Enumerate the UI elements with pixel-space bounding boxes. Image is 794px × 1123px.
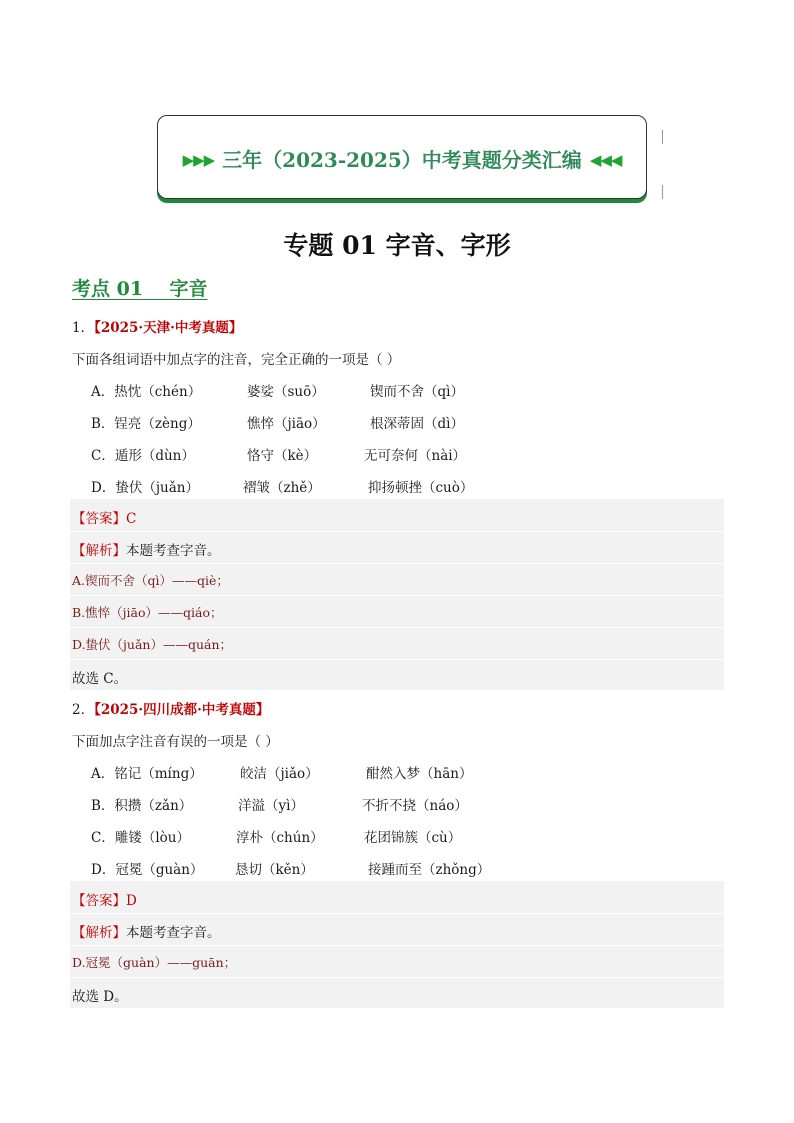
option-a-2: 皎洁（jiǎo）	[240, 766, 319, 782]
analysis-tag: 【解析】	[72, 543, 126, 559]
option-c-2: 淳朴（chún）	[236, 830, 324, 846]
answer-tag: 【答案】	[72, 511, 126, 527]
margin-tick	[662, 130, 663, 144]
series-banner	[157, 115, 647, 199]
option-a-1: A．铭记（míng）	[91, 766, 203, 782]
divider	[70, 563, 724, 564]
question-2-stem: 下面加点字注音有误的一项是（ ）	[72, 734, 279, 750]
analysis-text: 本题考查字音。	[126, 925, 221, 941]
analysis-tag: 【解析】	[72, 925, 126, 941]
option-c-1: C．雕镂（lòu）	[91, 830, 190, 846]
option-a-1: A．热忱（chén）	[91, 384, 202, 400]
option-d-2: 恳切（kěn）	[235, 862, 314, 878]
page-title: 专题 01 字音、字形	[283, 231, 511, 260]
divider	[70, 913, 724, 914]
divider	[70, 945, 724, 946]
analysis-conclusion: 故选 C。	[72, 671, 128, 687]
answer-value: D	[126, 893, 137, 909]
answer-row	[72, 889, 137, 909]
margin-tick	[662, 185, 663, 199]
divider	[70, 531, 724, 532]
analysis-note: B.憔悴（jiāo）——qiáo；	[72, 605, 223, 620]
answer-row	[72, 507, 136, 527]
divider	[70, 659, 724, 660]
option-b-1: B．积攒（zǎn）	[91, 798, 193, 814]
question-1-stem: 下面各组词语中加点字的注音，完全正确的一项是（ ）	[72, 352, 401, 368]
analysis-note: D.蛰伏（juǎn）——quán；	[72, 637, 233, 652]
option-c-2: 恪守（kè）	[247, 448, 318, 464]
option-b-2: 洋溢（yì）	[238, 798, 304, 814]
section-heading: 考点 01 字音	[72, 278, 208, 300]
option-b-1: B．锃亮（zèng）	[91, 416, 201, 432]
option-c-3: 花团锦簇（cù）	[364, 830, 462, 846]
option-d-2: 褶皱（zhě）	[243, 480, 321, 496]
analysis-row	[72, 921, 221, 941]
question-1-header	[72, 316, 242, 336]
question-number: 2．	[72, 702, 95, 718]
triple-arrow-left-icon: ◀◀◀	[589, 151, 622, 169]
answer-tag: 【答案】	[72, 893, 126, 909]
question-source: 【2025·四川成都·中考真题】	[94, 702, 270, 718]
divider	[70, 977, 724, 978]
analysis-row	[72, 539, 221, 559]
divider	[70, 595, 724, 596]
option-c-3: 无可奈何（nài）	[364, 448, 467, 464]
banner-title: 三年（2023-2025）中考真题分类汇编	[222, 148, 582, 172]
option-c-1: C．遁形（dùn）	[91, 448, 195, 464]
option-d-1: D．冠冕（guàn）	[91, 862, 204, 878]
option-b-3: 不折不挠（náo）	[362, 798, 468, 814]
question-number: 1．	[72, 320, 95, 336]
option-a-3: 锲而不舍（qì）	[370, 384, 464, 400]
analysis-conclusion: 故选 D。	[72, 989, 128, 1005]
option-a-3: 酣然入梦（hān）	[366, 766, 473, 782]
triple-arrow-right-icon: ▶▶▶	[182, 151, 215, 169]
analysis-note: A.锲而不舍（qì）——qiè；	[72, 573, 229, 588]
question-2-header	[72, 698, 269, 718]
banner-content	[158, 144, 646, 173]
option-b-3: 根深蒂固（dì）	[370, 416, 464, 432]
analysis-note: D.冠冕（guàn）——guān；	[72, 955, 237, 970]
option-b-2: 憔悴（jiāo）	[247, 416, 326, 432]
divider	[70, 627, 724, 628]
option-d-1: D．蛰伏（juǎn）	[91, 480, 199, 496]
answer-value: C	[126, 511, 137, 527]
option-d-3: 接踵而至（zhǒng）	[368, 862, 491, 878]
option-d-3: 抑扬顿挫（cuò）	[368, 480, 474, 496]
option-a-2: 婆娑（suō）	[247, 384, 325, 400]
question-source: 【2025·天津·中考真题】	[94, 320, 243, 336]
analysis-text: 本题考查字音。	[126, 543, 221, 559]
